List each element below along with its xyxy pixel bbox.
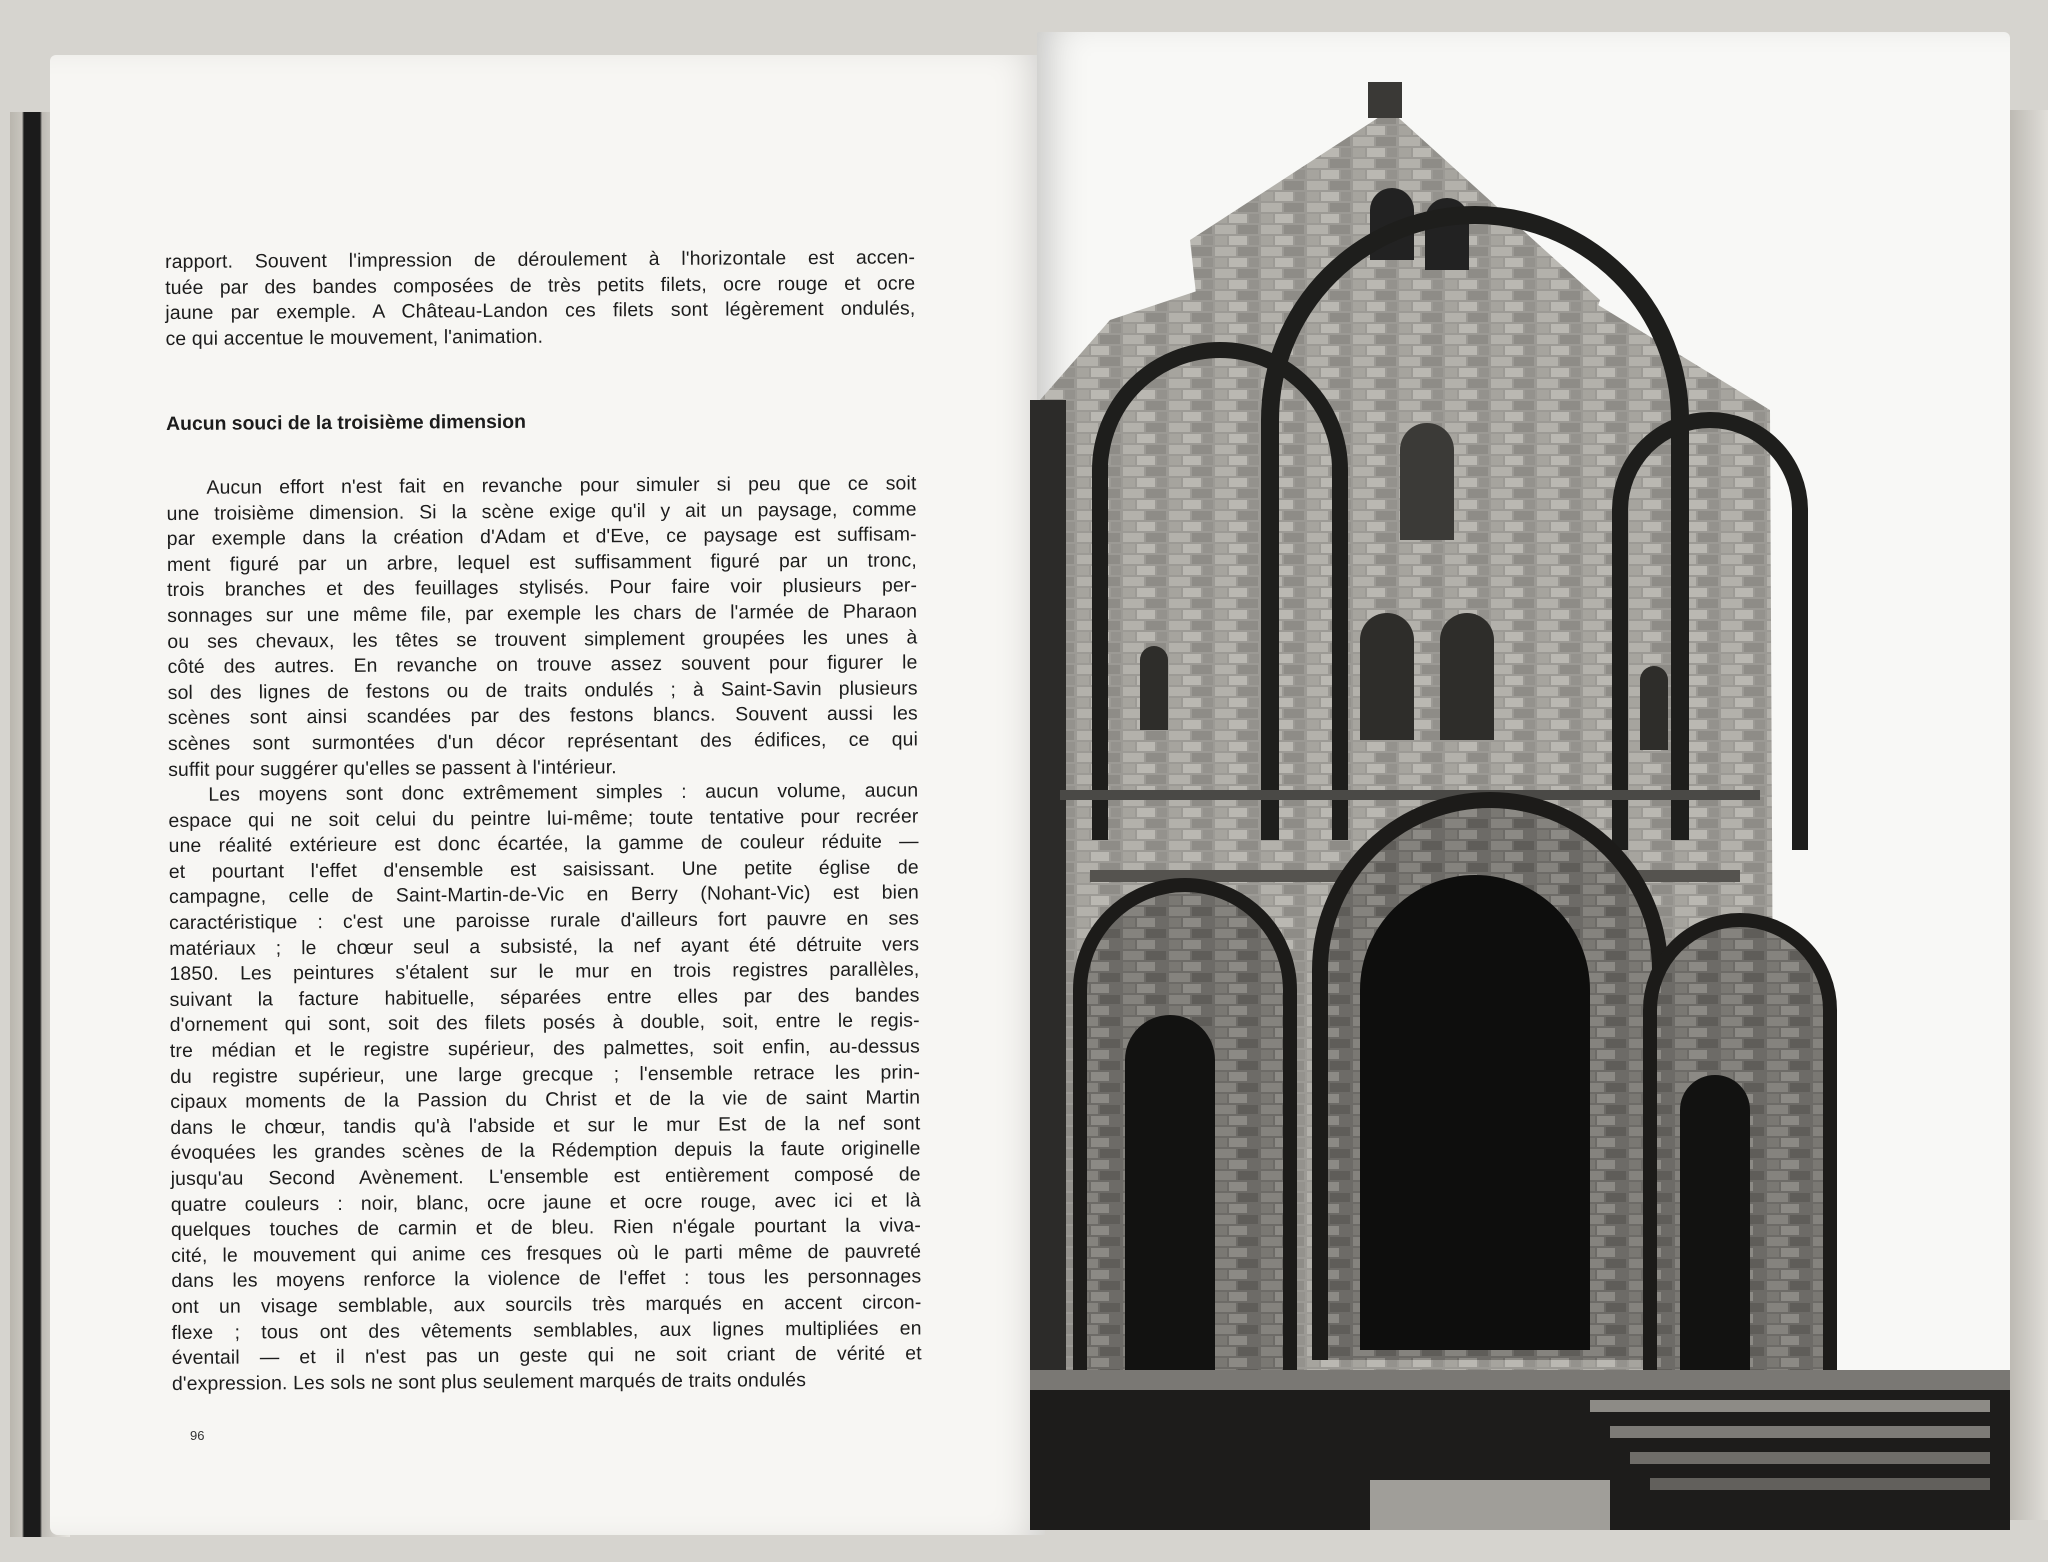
text-line: dans les moyens renforce la violence de l'effet : tous les personnages bbox=[171, 1265, 922, 1293]
text-line: flexe ; tous ont des vêtements semblables, aux lignes multipliées en bbox=[171, 1316, 922, 1344]
text-line: évoquées les grandes scènes de la Rédemption depuis la faute originelle bbox=[170, 1137, 921, 1165]
text-line: suffit pour suggérer qu'elles se passent à l'intérieur. bbox=[168, 755, 617, 781]
text-line: ce qui accentue le mouvement, l'animation. bbox=[165, 325, 544, 350]
left-page-text bbox=[165, 245, 922, 1397]
text-line: une réalité extérieure est donc écartée, la gamme de couleur réduite — bbox=[168, 830, 919, 858]
text-line: matériaux ; le chœur seul a subsisté, la nef ayant été détruite vers bbox=[169, 933, 920, 960]
text-line: rapport. Souvent l'impression de déroulement à l'horizontale est accen- bbox=[165, 246, 916, 273]
text-line: campagne, celle de Saint-Martin-de-Vic en Berry (Nohant-Vic) est bien bbox=[168, 881, 920, 909]
text-line: côté des autres. En revanche on trouve assez souvent pour figurer le bbox=[167, 651, 918, 679]
text-line: par exemple dans la création d'Adam et d'Eve, ce paysage est suffisam- bbox=[166, 523, 917, 551]
text-line: cité, le mouvement qui anime ces fresques où le parti même de pauvreté bbox=[171, 1240, 922, 1267]
text-line: sonnages sur une même file, par exemple les chars de l'armée de Pharaon bbox=[167, 600, 918, 627]
text-line: sol des lignes de festons ou de traits ondulés ; à Saint-Savin plusieurs bbox=[167, 677, 918, 704]
page-number: 96 bbox=[190, 1428, 205, 1443]
text-line: d'ornement qui sont, soit des filets posés à double, soit, entre le regis- bbox=[169, 1009, 920, 1037]
text-line: scènes sont surmontées d'un décor représentant des édifices, ce qui bbox=[167, 728, 919, 755]
text-line: jaune par exemple. A Château-Landon ces filets sont légèrement ondulés, bbox=[165, 297, 916, 325]
text-line: jusqu'au Second Avènement. L'ensemble est entièrement composé de bbox=[170, 1163, 921, 1190]
text-line: cipaux moments de la Passion du Christ et de la vie de saint Martin bbox=[170, 1086, 921, 1114]
text-line: tuée par des bandes composées de très petits filets, ocre rouge et ocre bbox=[165, 272, 916, 299]
text-line: tre médian et le registre supérieur, des palmettes, soit enfin, au-dessus bbox=[169, 1035, 920, 1063]
text-line: ont un visage semblable, aux sourcils très marqués en accent circon- bbox=[171, 1291, 922, 1318]
text-line: suivant la facture habituelle, séparées entre elles par des bandes bbox=[169, 984, 920, 1011]
text-line: d'expression. Les sols ne sont plus seulement marqués de traits ondulés bbox=[171, 1368, 807, 1395]
text-line: et pourtant l'effet d'ensemble est saisissant. Une petite église de bbox=[168, 856, 919, 883]
text-line: Aucun effort n'est fait en revanche pour simuler si peu que ce soit bbox=[206, 472, 917, 499]
text-line: du registre supérieur, une large grecque ; l'ensemble retrace les prin- bbox=[169, 1061, 921, 1088]
body-paragraphs bbox=[166, 471, 922, 1397]
text-line: caractéristique : c'est une paroisse rurale d'ailleurs fort pauvre en ses bbox=[169, 907, 920, 935]
text-line: trois branches et des feuillages stylisés. Pour faire voir plusieurs per- bbox=[167, 574, 918, 602]
text-line: dans le chœur, tandis qu'à l'abside et sur le mur Est de la nef sont bbox=[170, 1112, 921, 1139]
church-facade-photo bbox=[1030, 70, 2020, 1530]
text-line: une troisième dimension. Si la scène exige qu'il y ait un paysage, comme bbox=[166, 497, 917, 525]
text-line: éventail — et il n'est pas un geste qui ne soit criant de vérité et bbox=[171, 1342, 922, 1370]
text-line: scènes sont ainsi scandées par des festons blancs. Souvent aussi les bbox=[167, 702, 918, 730]
text-line: quelques touches de carmin et de bleu. Rien n'égale pourtant la viva- bbox=[170, 1214, 922, 1242]
section-heading: Aucun souci de la troisième dimension bbox=[165, 411, 527, 436]
text-line: quatre couleurs : noir, blanc, ocre jaune et ocre rouge, avec ici et là bbox=[170, 1188, 921, 1216]
text-line: espace qui ne soit celui du peintre lui-même; toute tentative pour recréer bbox=[168, 805, 919, 832]
text-line: Les moyens sont donc extrêmement simples : aucun volume, aucun bbox=[208, 779, 919, 806]
text-line: ment figuré par un arbre, lequel est suffisamment figuré par un tronc, bbox=[166, 549, 917, 576]
text-line: 1850. Les peintures s'étalent sur le mur en trois registres parallèles, bbox=[169, 958, 920, 986]
text-line: ou ses chevaux, les têtes se trouvent simplement groupées les unes à bbox=[167, 625, 918, 653]
